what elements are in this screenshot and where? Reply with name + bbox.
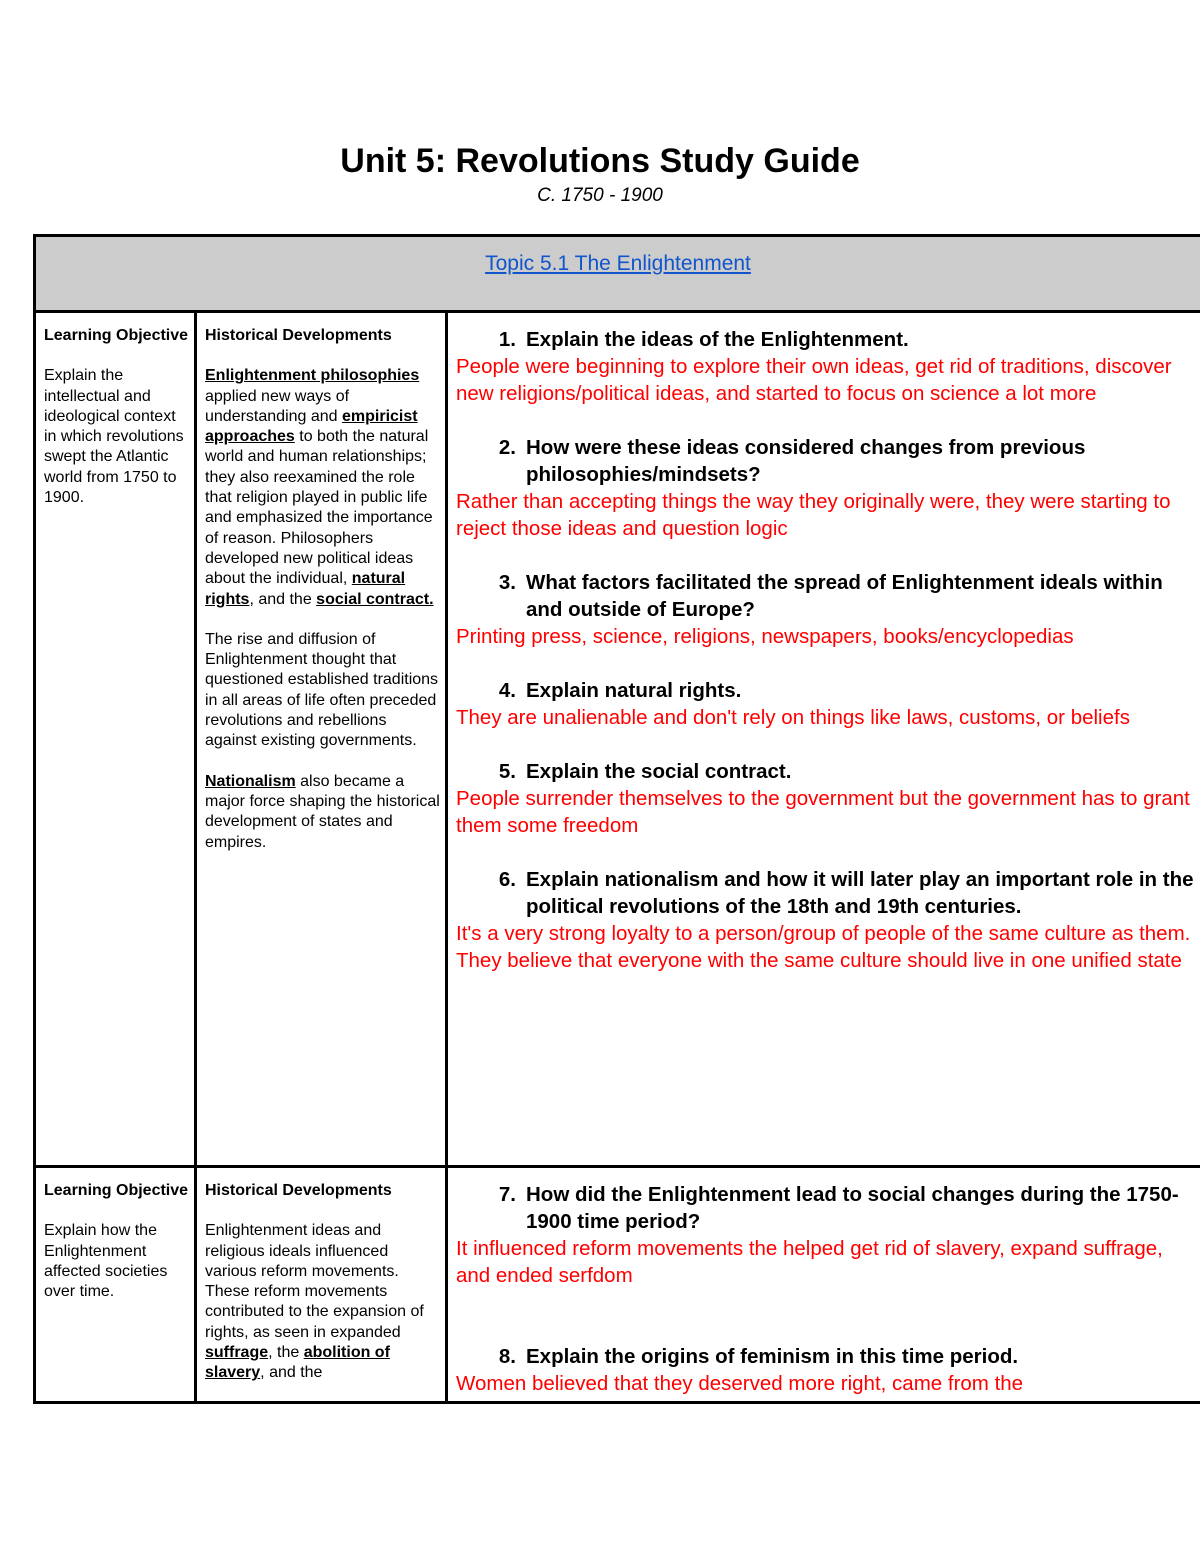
historical-developments-cell-2 (205, 1181, 441, 1384)
text-run: Enlightenment ideas and religious ideals influenced various reform movements. These reform movements contributed to the expansion of rights, as seen in expanded (205, 1222, 424, 1341)
answer-text: People surrender themselves to the government but the government has to grant them some freedom (456, 787, 1190, 837)
question-item (456, 1343, 1196, 1397)
questions-cell-1 (456, 326, 1196, 1001)
key-term: social contract. (316, 590, 434, 608)
developments-heading: Historical Developments (205, 1182, 392, 1199)
question-item (456, 866, 1196, 974)
text-run: , the (268, 1344, 304, 1362)
question-number: 4. (498, 679, 516, 702)
question-number: 3. (498, 571, 516, 594)
answer-text: People were beginning to explore their own ideas, get rid of traditions, discover new religions/political ideas, and started to focus on science a lot more (456, 355, 1172, 405)
question-text: Explain nationalism and how it will later play an important role in the political revolutions of the 18th and 19th centuries. (526, 868, 1194, 918)
question-text: Explain natural rights. (526, 679, 742, 702)
developments-heading: Historical Developments (205, 327, 392, 344)
question-item (456, 434, 1196, 542)
objective-text: Explain how the Enlightenment affected societies over time. (44, 1222, 168, 1301)
question-number: 5. (498, 760, 516, 783)
question-text: Explain the ideas of the Enlightenment. (526, 328, 909, 351)
developments-paragraph-1 (205, 366, 441, 610)
historical-developments-cell-1 (205, 326, 441, 853)
question-text: Explain the social contract. (526, 760, 792, 783)
question-item (456, 677, 1196, 731)
study-guide-table (33, 234, 1200, 1404)
column-divider-2 (445, 313, 448, 1404)
objective-text: Explain the intellectual and ideological context in which revolutions swept the Atlantic world from 1750 to 1900. (44, 367, 184, 507)
document-title: Unit 5: Revolutions Study Guide (340, 142, 860, 180)
question-text: Explain the origins of feminism in this time period. (526, 1345, 1019, 1368)
key-term: abolition of slavery (205, 1344, 390, 1382)
question-text: What factors facilitated the spread of Enlightenment ideals within and outside of Europe? (526, 571, 1163, 621)
text-run: to both the natural world and human relationships; they also reexamined the role that religion played in public life and emphasized the importance of reason. Philosophers developed new political ideas about the individual, (205, 428, 433, 588)
question-item (456, 1181, 1196, 1289)
question-text: How were these ideas considered changes from previous philosophies/mindsets? (526, 436, 1086, 486)
question-number: 1. (498, 328, 516, 351)
objective-heading: Learning Objective (44, 1182, 189, 1199)
developments-paragraph-2: The rise and diffusion of Enlightenment thought that questioned established traditions in all areas of life often preceded revolutions and rebellions against existing governments. (205, 630, 439, 750)
answer-text: They are unalienable and don't rely on things like laws, customs, or beliefs (456, 706, 1130, 729)
question-number: 8. (498, 1345, 516, 1368)
row-divider (36, 1165, 1200, 1168)
text-run: , and the (260, 1364, 323, 1382)
text-run: also became a major force shaping the historical development of states and empires. (205, 772, 440, 851)
key-term: empiricist approaches (205, 407, 418, 446)
question-text: How did the Enlightenment lead to social changes during the 1750-1900 time period? (526, 1183, 1179, 1233)
question-item (456, 758, 1196, 839)
developments-paragraph-3 (205, 772, 441, 853)
question-number: 2. (498, 436, 516, 459)
developments-paragraph-1 (205, 1221, 441, 1383)
topic-header-row (36, 237, 1200, 313)
text-run: applied new ways of understanding and (205, 387, 350, 425)
answer-text: Printing press, science, religions, newspapers, books/encyclopedias (456, 625, 1074, 648)
questions-cell-2 (456, 1181, 1196, 1424)
topic-link[interactable]: Topic 5.1 The Enlightenment (485, 252, 751, 275)
column-divider-1 (194, 313, 197, 1404)
learning-objective-cell-2 (44, 1181, 190, 1302)
text-run: , and the (249, 590, 317, 608)
key-term: Enlightenment philosophies (205, 367, 420, 385)
answer-text: Rather than accepting things the way they originally were, they were starting to reject those ideas and question logic (456, 490, 1171, 540)
document-subtitle: C. 1750 - 1900 (537, 185, 663, 206)
question-item (456, 326, 1196, 407)
answer-text: It influenced reform movements the helped get rid of slavery, expand suffrage, and ended serfdom (456, 1237, 1163, 1287)
objective-heading: Learning Objective (44, 327, 189, 344)
answer-text: It's a very strong loyalty to a person/group of people of the same culture as them. They believe that everyone with the same culture should live in one unified state (456, 922, 1191, 972)
question-number: 6. (498, 868, 516, 891)
answer-text: Women believed that they deserved more right, came from the (456, 1372, 1024, 1395)
key-term: suffrage (205, 1344, 269, 1362)
key-term: Nationalism (205, 772, 296, 790)
question-item (456, 569, 1196, 650)
question-number: 7. (498, 1183, 516, 1206)
key-term: natural rights (205, 570, 406, 608)
learning-objective-cell-1 (44, 326, 190, 508)
